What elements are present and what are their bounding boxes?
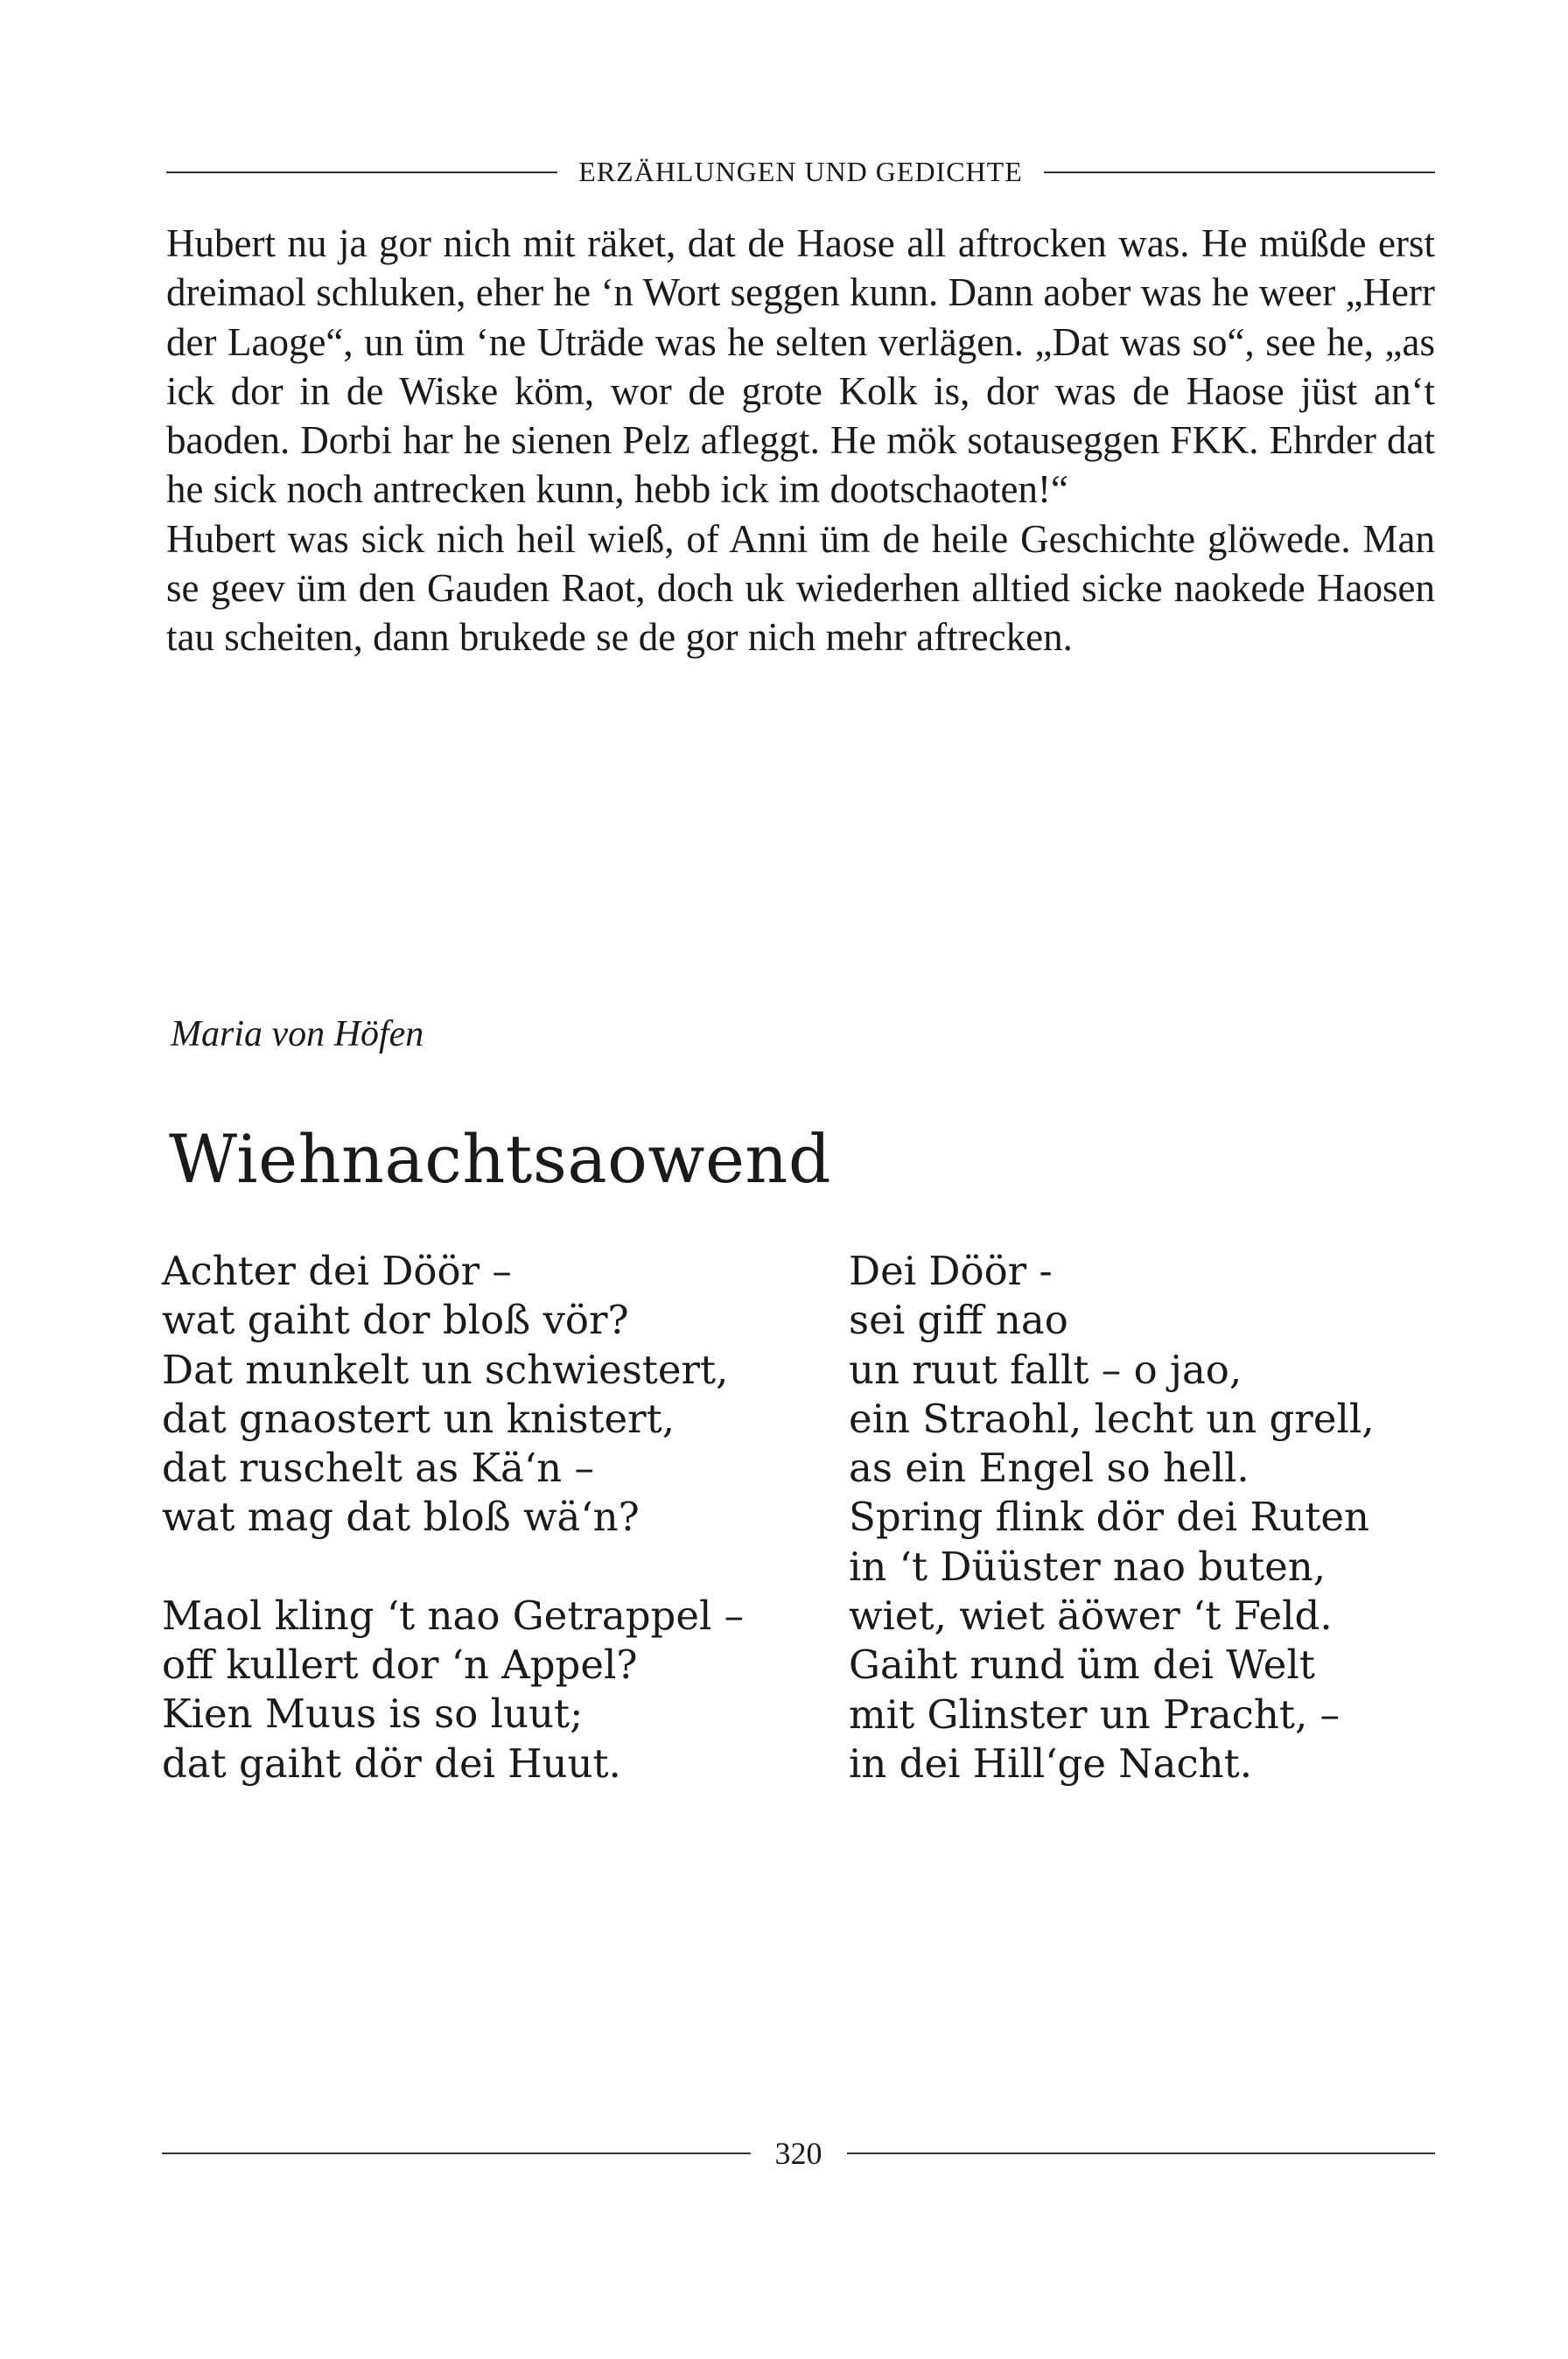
poem-line: Maol kling ‘t nao Getrappel –	[162, 1592, 745, 1639]
page-footer	[162, 2135, 1435, 2172]
poem-column-left	[162, 1247, 792, 1788]
poem-line: off kullert dor ‘n Appel?	[162, 1642, 638, 1689]
poem-line: Kien Muus is so luut;	[162, 1690, 584, 1738]
footer-rule-right	[847, 2152, 1436, 2154]
poem-line: dat ruschelt as Kä‘n –	[162, 1445, 594, 1492]
poem-line: ein Straohl, lecht un grell,	[849, 1395, 1375, 1442]
running-head	[166, 156, 1435, 188]
poem-line: mit Glinster un Pracht, –	[849, 1690, 1340, 1738]
poem-stanza	[162, 1592, 792, 1788]
poem-line: Spring flink dör dei Ruten	[849, 1494, 1369, 1541]
poem-line: sei giff nao	[849, 1297, 1068, 1344]
poem-author: Maria von Höfen	[171, 1014, 424, 1054]
running-head-title: ERZÄHLUNGEN UND GEDICHTE	[578, 156, 1023, 187]
poem-column-right	[849, 1247, 1444, 1788]
prose-paragraph: Hubert nu ja gor nich mit räket, dat de Haose all aftrocken was. He müßde erst dreimaol schluken, eher he ‘n Wort seggen kunn. Dann aober was he weer „Herr der Laoge“, un üm ‘ne Uträde was he selten verlägen. „Dat was so“, see he, „as ick dor in de Wiske köm, wor de grote Kolk is, dor was de Haose jüst an‘t baoden. Dorbi har he sienen Pelz afleggt. He mök sotauseggen FKK. Ehrder dat he sick noch antrecken kunn, hebb ick im dootschaoten!“	[166, 221, 1435, 512]
running-head-rule-left	[166, 172, 557, 173]
poem-line: wiet, wiet äöwer ‘t Feld.	[849, 1592, 1333, 1640]
prose-paragraph: Hubert was sick nich heil wieß, of Anni üm de heile Geschichte glöwede. Man se geev üm den Gauden Raot, doch uk wiederhen alltied sicke naokede Haosen tau scheiten, dann brukede se de gor nich mehr aftrecken.	[166, 516, 1435, 660]
prose-text	[166, 219, 1435, 662]
poem-line: wat mag dat bloß wä‘n?	[162, 1494, 640, 1541]
poem-stanza	[849, 1247, 1444, 1788]
poem-stanza	[162, 1247, 792, 1543]
poem-line: Dat munkelt un schwiestert,	[162, 1346, 729, 1393]
poem-line: un ruut fallt – o jao,	[849, 1346, 1242, 1393]
poem-line: dat gaiht dör dei Huut.	[162, 1740, 621, 1787]
page-number: 320	[774, 2136, 822, 2171]
poem-title: Wiehnachtsaowend	[169, 1120, 832, 1198]
poem-line: Gaiht rund üm dei Welt	[849, 1642, 1315, 1689]
poem-line: in ‘t Düüster nao buten,	[849, 1543, 1326, 1590]
footer-rule-left	[162, 2152, 751, 2154]
poem-line: Achter dei Döör –	[162, 1248, 512, 1294]
poem-line: dat gnaostert un knistert,	[162, 1395, 676, 1442]
poem-line: in dei Hill‘ge Nacht.	[849, 1740, 1253, 1787]
running-head-rule-right	[1044, 172, 1435, 173]
poem-line: as ein Engel so hell.	[849, 1445, 1250, 1492]
poem-line: Dei Döör -	[849, 1248, 1053, 1294]
poem-line: wat gaiht dor bloß vör?	[162, 1297, 629, 1344]
